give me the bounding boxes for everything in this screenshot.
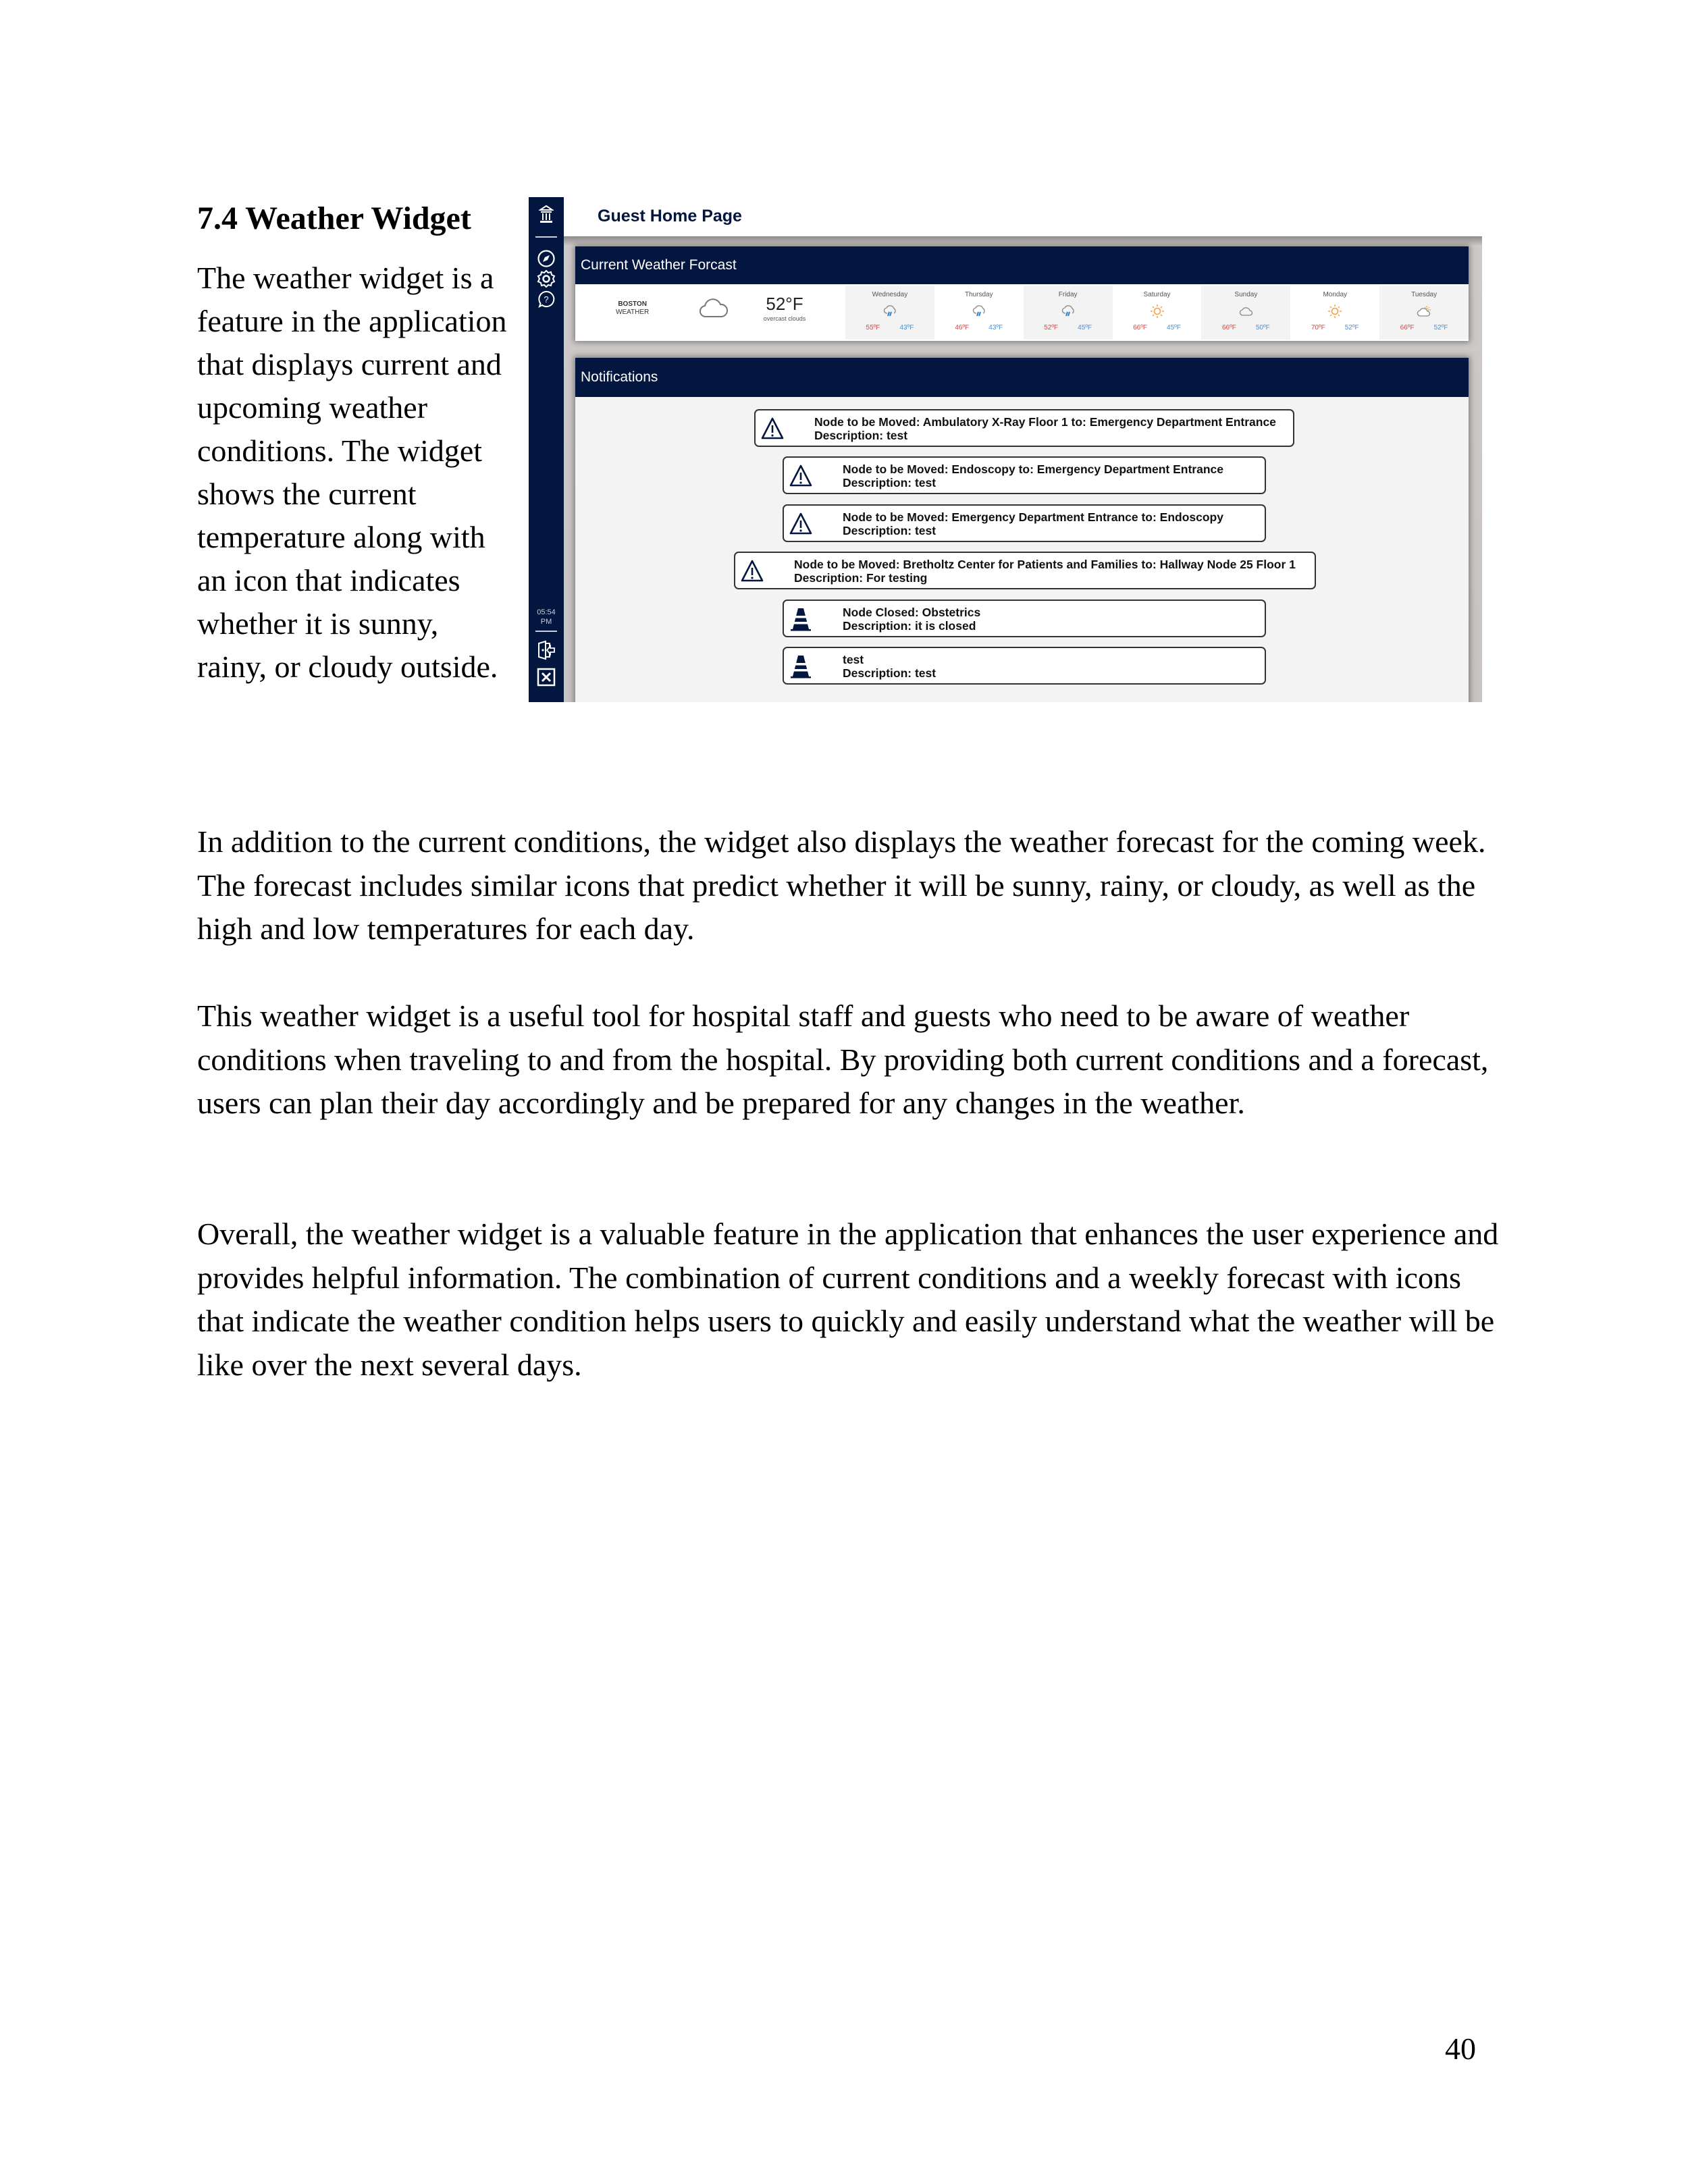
high-temp: 55ºF <box>866 324 880 331</box>
warning-icon <box>788 511 814 537</box>
notification-title: Node Closed: Obstetrics <box>843 606 981 619</box>
rain-icon <box>1024 302 1113 320</box>
clock-ampm: PM <box>540 618 552 626</box>
notification-title: Node to be Moved: Bretholtz Center for Patients and Families to: Hallway Node 25 Floor 1 <box>794 558 1296 571</box>
weather-header: Current Weather Forcast <box>575 246 1469 284</box>
warning-icon <box>739 558 765 584</box>
compass-icon[interactable] <box>535 248 557 269</box>
warning-icon <box>788 463 814 489</box>
sidebar <box>529 197 564 702</box>
clock-time: 05:54 <box>537 608 556 616</box>
notification-item[interactable] <box>783 504 1266 542</box>
notification-title: Node to be Moved: Endoscopy to: Emergency Department Entrance <box>843 462 1223 476</box>
notification-item[interactable] <box>754 409 1294 447</box>
cloud-icon <box>1201 302 1290 320</box>
low-temp: 43ºF <box>988 324 1003 331</box>
low-temp: 52ºF <box>1344 324 1359 331</box>
partly-cloudy-icon <box>1379 302 1469 320</box>
forecast-day <box>1379 286 1469 340</box>
warning-icon <box>760 416 785 442</box>
sun-icon <box>1113 302 1202 320</box>
notification-title: test <box>843 653 864 666</box>
forecast-day <box>1290 286 1379 340</box>
city-name: BOSTON <box>618 300 647 308</box>
sidebar-divider <box>535 236 557 238</box>
notification-description: Description: For testing <box>794 571 928 585</box>
notification-title: Node to be Moved: Ambulatory X-Ray Floor 1 to: Emergency Department Entrance <box>814 415 1276 429</box>
day-name: Tuesday <box>1411 291 1438 298</box>
cloud-icon <box>698 295 728 323</box>
high-temp: 66ºF <box>1133 324 1147 331</box>
forecast-day <box>1024 286 1113 340</box>
low-temp: 45ºF <box>1078 324 1092 331</box>
forecast-day <box>845 286 934 340</box>
high-temp: 66ºF <box>1400 324 1415 331</box>
high-temp: 70ºF <box>1311 324 1325 331</box>
forecast-row <box>845 286 1469 340</box>
day-name: Friday <box>1058 291 1078 298</box>
notification-item[interactable] <box>734 552 1316 589</box>
low-temp: 43ºF <box>899 324 914 331</box>
low-temp: 50ºF <box>1255 324 1270 331</box>
sign-out-icon[interactable] <box>535 639 557 661</box>
page-title: Guest Home Page <box>598 207 742 225</box>
body-paragraph: This weather widget is a useful tool for hospital staff and guests who need to be aware of weather conditions when traveling to and from the hospital. By providing both current conditions and a forecast, users can plan their day accordingly and be prepared for any changes in the weather. <box>197 998 1489 1120</box>
day-name: Sunday <box>1234 291 1258 298</box>
app-screenshot <box>529 197 1482 702</box>
day-name: Thursday <box>964 291 993 298</box>
clock <box>529 608 564 627</box>
day-name: Monday <box>1323 291 1348 298</box>
sun-icon <box>1290 302 1379 320</box>
notification-item[interactable] <box>783 647 1266 685</box>
current-temperature: 52°F <box>766 294 803 314</box>
high-temp: 46ºF <box>955 324 970 331</box>
rain-icon <box>934 302 1024 320</box>
notification-description: Description: it is closed <box>843 619 976 633</box>
forecast-day <box>1113 286 1202 340</box>
day-name: Saturday <box>1143 291 1171 298</box>
hospital-logo-icon[interactable] <box>535 204 557 225</box>
current-description: overcast clouds <box>763 315 806 322</box>
gear-icon[interactable] <box>535 268 557 290</box>
app-header <box>564 197 1482 236</box>
city-label <box>616 300 649 317</box>
content-area <box>564 236 1482 702</box>
day-name: Wednesday <box>872 291 908 298</box>
notification-description: Description: test <box>814 429 908 442</box>
page-number: 40 <box>1445 2031 1476 2066</box>
notification-description: Description: test <box>843 666 937 680</box>
sidebar-divider <box>535 631 557 632</box>
forecast-day <box>934 286 1024 340</box>
svg-text:?: ? <box>544 294 549 304</box>
close-icon[interactable] <box>535 666 557 688</box>
low-temp: 45ºF <box>1167 324 1181 331</box>
intro-paragraph: The weather widget is a feature in the application that displays current and upcoming weather conditions. The widget shows the current temperature along with an icon that indicates whether it is sunny, rainy, or cloudy outside. <box>197 261 507 684</box>
notifications-header: Notifications <box>575 358 1469 397</box>
rain-icon <box>845 302 934 320</box>
forecast-day <box>1201 286 1290 340</box>
weather-widget <box>575 246 1469 341</box>
traffic-cone-icon <box>788 606 814 632</box>
notifications-panel <box>575 358 1469 702</box>
high-temp: 66ºF <box>1221 324 1236 331</box>
body-paragraph: Overall, the weather widget is a valuable feature in the application that enhances the user experience and provides helpful information. The combination of current conditions and a weekly forecast with icons that indicate the weather condition helps users to quickly and easily understand what the weather will be like over the next several days. <box>197 1217 1499 1382</box>
notification-item[interactable] <box>783 456 1266 494</box>
notification-description: Description: test <box>843 476 937 489</box>
notification-title: Node to be Moved: Emergency Department Entrance to: Endoscopy <box>843 510 1223 524</box>
city-sub: WEATHER <box>616 309 650 316</box>
traffic-cone-icon <box>788 654 814 679</box>
high-temp: 52ºF <box>1044 324 1059 331</box>
low-temp: 52ºF <box>1433 324 1448 331</box>
section-heading: 7.4 Weather Widget <box>197 201 471 236</box>
body-paragraph: In addition to the current conditions, the widget also displays the weather forecast for the coming week. The forecast includes similar icons that predict whether it will be sunny, rainy, or cloudy, as well as the high and low temperatures for each day. <box>197 824 1486 946</box>
notification-item[interactable] <box>783 600 1266 637</box>
notification-description: Description: test <box>843 524 937 537</box>
help-icon[interactable] <box>535 288 557 310</box>
